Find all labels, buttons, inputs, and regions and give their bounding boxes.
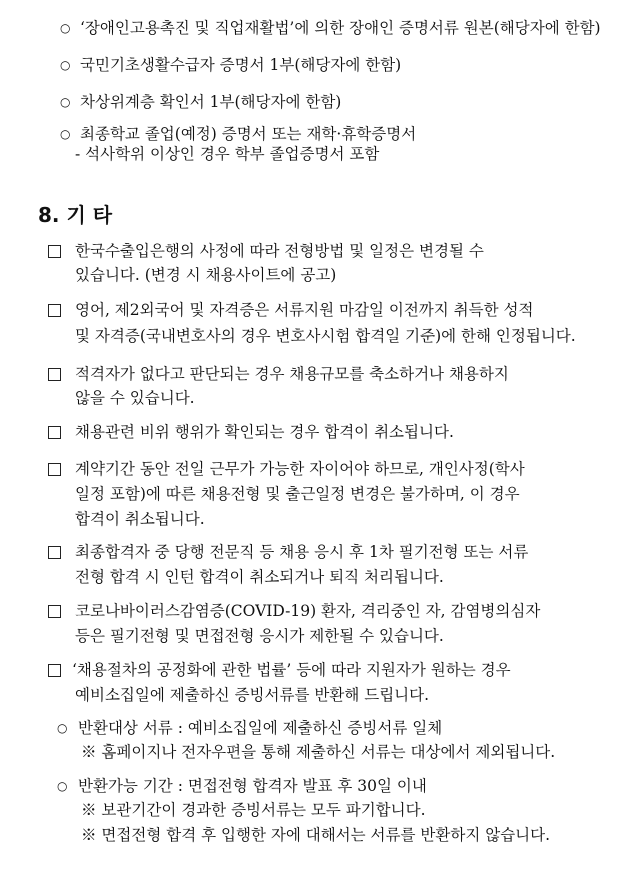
item-5-line-3: 합격이 취소됩니다. [75,510,205,528]
circle-bullet: ○ [57,721,68,735]
return-period-note-2: ※ 면접전형 합격 후 입행한 자에 대해서는 서류를 반환하지 않습니다. [81,826,551,844]
checkbox-icon [48,368,61,381]
item-2-line-2: 및 자격증(국내변호사의 경우 변호사시험 합격일 기준)에 한해 인정됩니다. [75,327,576,345]
item-5-line-2: 일정 포함)에 따른 채용전형 및 출근일정 변경은 불가하며, 이 경우 [75,485,520,503]
return-period: 반환가능 기간 : 면접전형 합격자 발표 후 30일 이내 [78,777,427,795]
circle-bullet: ○ [60,95,71,109]
item-4-line-1: 채용관련 비위 행위가 확인되는 경우 합격이 취소됩니다. [75,423,454,441]
item-6-line-1: 최종합격자 중 당행 전문직 등 채용 응시 후 1차 필기전형 또는 서류 [75,543,529,561]
checkbox-icon [48,664,61,677]
circle-bullet: ○ [57,779,68,793]
item-8-line-1: ‘채용절차의 공정화에 관한 법률’ 등에 따라 지원자가 원하는 경우 [72,661,511,679]
item-7-line-1: 코로나바이러스감염증(COVID-19) 환자, 격리중인 자, 감염병의심자 [75,602,541,620]
item-2-line-1: 영어, 제2외국어 및 자격증은 서류지원 마감일 이전까지 취득한 성적 [75,301,534,319]
checkbox-icon [48,463,61,476]
doc-sub-note: - 석사학위 이상인 경우 학부 졸업증명서 포함 [75,145,380,163]
circle-bullet: ○ [60,127,71,141]
item-3-line-1: 적격자가 없다고 판단되는 경우 채용규모를 축소하거나 채용하지 [75,365,509,383]
item-6-line-2: 전형 합격 시 인턴 합격이 취소되거나 퇴직 처리됩니다. [75,568,444,586]
item-3-line-2: 않을 수 있습니다. [75,389,195,407]
item-7-line-2: 등은 필기전형 및 면접전형 응시가 제한될 수 있습니다. [75,627,444,645]
return-period-note-1: ※ 보관기간이 경과한 증빙서류는 모두 파기합니다. [81,801,426,819]
item-5-line-1: 계약기간 동안 전일 근무가 가능한 자이어야 하므로, 개인사정(학사 [75,460,525,478]
return-target: 반환대상 서류 : 예비소집일에 제출하신 증빙서류 일체 [78,719,443,737]
doc-item-3: 차상위계층 확인서 1부(해당자에 한함) [80,93,342,111]
checkbox-icon [48,245,61,258]
return-target-note: ※ 홈페이지나 전자우편을 통해 제출하신 서류는 대상에서 제외됩니다. [81,743,556,761]
checkbox-icon [48,426,61,439]
circle-bullet: ○ [60,21,71,35]
item-1-line-1: 한국수출입은행의 사정에 따라 전형방법 및 일정은 변경될 수 [75,242,484,260]
circle-bullet: ○ [60,58,71,72]
doc-item-2: 국민기초생활수급자 증명서 1부(해당자에 한함) [80,56,402,74]
checkbox-icon [48,605,61,618]
item-1-line-2: 있습니다. (변경 시 채용사이트에 공고) [75,266,337,284]
checkbox-icon [48,304,61,317]
section-heading: 8. 기 타 [38,203,113,227]
item-8-line-2: 예비소집일에 제출하신 증빙서류를 반환해 드립니다. [75,686,430,704]
doc-item-4: 최종학교 졸업(예정) 증명서 또는 재학·휴학증명서 [80,125,417,143]
checkbox-icon [48,546,61,559]
doc-item-1: ‘장애인고용촉진 및 직업재활법’에 의한 장애인 증명서류 원본(해당자에 한함) [80,19,601,37]
